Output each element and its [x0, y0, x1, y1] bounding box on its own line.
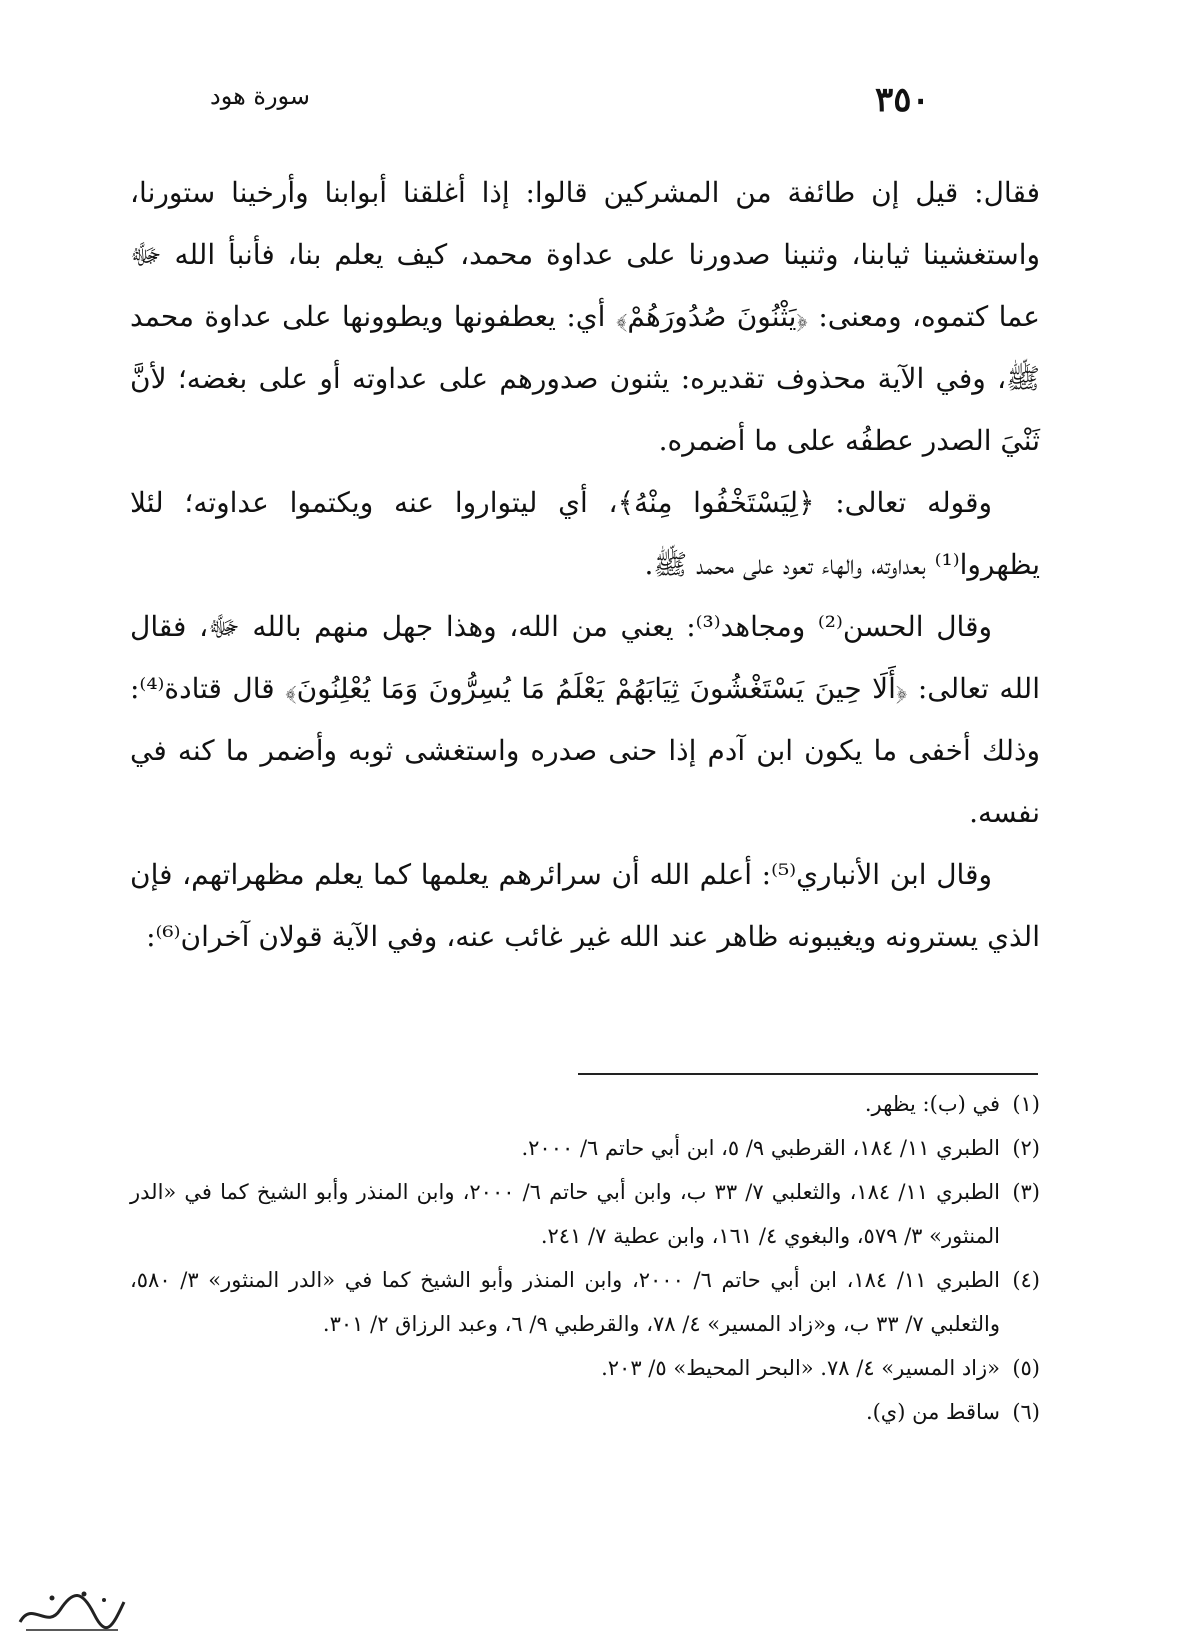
footnote-item	[130, 1126, 1040, 1170]
publisher-logo	[12, 1580, 132, 1640]
footnote-divider	[578, 1073, 1038, 1075]
footnotes	[130, 1082, 1040, 1434]
footnote-number: (٤)	[1012, 1268, 1040, 1292]
paragraph-2: وقوله تعالى: ﴿لِيَسْتَخْفُوا مِنْهُ﴾، أي ليتواروا عنه ويكتموا عداوته؛ لئلا يظهروا⁽¹⁾ بعداوته، والهاء تعود على محمد ﷺ.	[130, 486, 1040, 581]
paragraph-3: وقال الحسن⁽²⁾ ومجاهد⁽³⁾: يعني من الله، وهذا جهل منهم بالله ﷻ، فقال الله تعالى: ﴿أَلَا حِينَ يَسْتَغْشُونَ ثِيَابَهُمْ يَعْلَمُ مَا يُسِرُّونَ وَمَا يُعْلِنُونَ﴾ قال قتادة⁽⁴⁾: وذلك أخفى ما يكون ابن آدم إذا حنى صدره واستغشى ثوبه وأضمر ما كنه في نفسه.	[130, 610, 1040, 829]
footnote-item	[130, 1346, 1040, 1390]
footnote-item	[130, 1082, 1040, 1126]
footnote-number: (١)	[1012, 1092, 1040, 1116]
page-number: ٣٥٠	[875, 80, 930, 120]
footnote-number: (٣)	[1012, 1180, 1040, 1204]
footnote-text: الطبري ١١/ ١٨٤، القرطبي ٩/ ٥، ابن أبي حاتم ٦/ ٢٠٠٠.	[521, 1136, 1000, 1160]
footnote-number: (٦)	[1012, 1400, 1040, 1424]
footnote-item	[130, 1170, 1040, 1258]
footnote-item	[130, 1390, 1040, 1434]
footnote-text: الطبري ١١/ ١٨٤، ابن أبي حاتم ٦/ ٢٠٠٠، وابن المنذر وأبو الشيخ كما في «الدر المنثور» ٣/ ٥٨٠، والثعلبي ٧/ ٣٣ ب، و«زاد المسير» ٤/ ٧٨، والقرطبي ٩/ ٦، وعبد الرزاق ٢/ ٣٠١.	[130, 1268, 1000, 1336]
footnote-number: (٥)	[1012, 1356, 1040, 1380]
body-text	[130, 162, 1040, 968]
footnote-text: «زاد المسير» ٤/ ٧٨. «البحر المحيط» ٥/ ٢٠٣.	[601, 1356, 1000, 1380]
surah-title: سورة هود	[210, 82, 311, 110]
footnote-number: (٢)	[1012, 1136, 1040, 1160]
footnote-text: ساقط من (ي).	[865, 1400, 1000, 1424]
paragraph-1: فقال: قيل إن طائفة من المشركين قالوا: إذا أغلقنا أبوابنا وأرخينا ستورنا، واستغشينا ثيابنا، وثنينا صدورنا على عداوة محمد، كيف يعلم بنا، فأنبأ الله ﷻ عما كتموه، ومعنى: ﴿يَثْنُونَ صُدُورَهُمْ﴾ أي: يعطفونها ويطوونها على عداوة محمد ﷺ، وفي الآية محذوف تقديره: يثنون صدورهم على عداوته أو على بغضه؛ لأنَّ ثَنْيَ الصدر عطفُه على ما أضمره.	[130, 176, 1040, 457]
footnote-item	[130, 1258, 1040, 1346]
footnote-text: الطبري ١١/ ١٨٤، والثعلبي ٧/ ٣٣ ب، وابن أبي حاتم ٦/ ٢٠٠٠، وابن المنذر وأبو الشيخ كما في «الدر المنثور» ٣/ ٥٧٩، والبغوي ٤/ ١٦١، وابن عطية ٧/ ٢٤١.	[130, 1180, 1000, 1248]
paragraph-4: وقال ابن الأنباري⁽⁵⁾: أعلم الله أن سرائرهم يعلمها كما يعلم مظهراتهم، فإن الذي يسترونه ويغيبونه ظاهر عند الله غير غائب عنه، وفي الآية قولان آخران⁽⁶⁾:	[130, 858, 1040, 953]
footnote-text: في (ب): يظهر.	[864, 1092, 1000, 1116]
